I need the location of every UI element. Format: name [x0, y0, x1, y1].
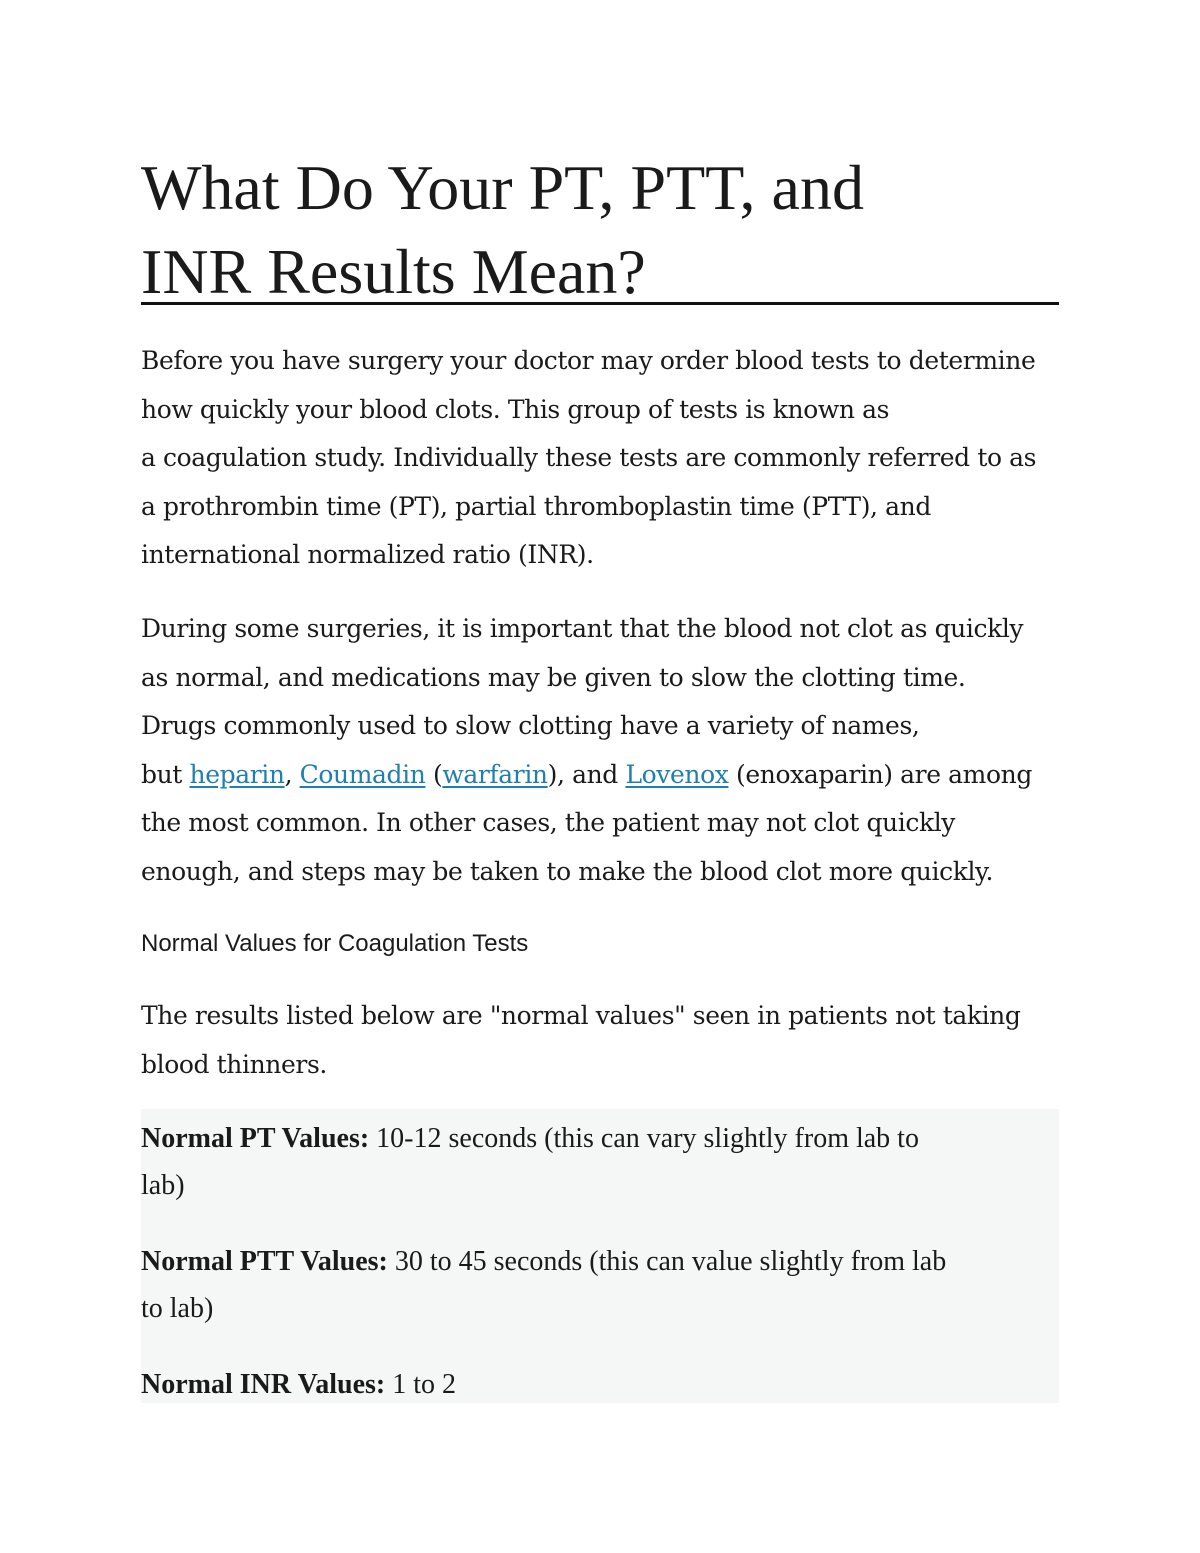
- surgery-line: During some surgeries, it is important that the blood not clot as quickly: [141, 614, 1024, 643]
- pt-values-text-cont: lab): [141, 1170, 185, 1201]
- text-fragment: but: [141, 759, 190, 789]
- ptt-values: [141, 1238, 1059, 1332]
- surgery-line: the most common. In other cases, the patient may not clot quickly: [141, 808, 956, 837]
- page-title: [141, 146, 1059, 314]
- ptt-values-line: [141, 1238, 1059, 1285]
- title-divider: [141, 302, 1059, 305]
- text-fragment: (: [425, 759, 443, 789]
- pt-values-line: [141, 1115, 1059, 1162]
- pt-values-label: Normal PT Values:: [141, 1123, 370, 1154]
- lovenox-link[interactable]: Lovenox: [625, 759, 729, 789]
- inr-values: [141, 1361, 1059, 1408]
- intro-line: how quickly your blood clots. This group of tests is known as: [141, 394, 890, 424]
- title-line-1: What Do Your PT, PTT, and: [141, 152, 864, 223]
- inr-values-text: 1 to 2: [385, 1369, 457, 1400]
- intro-line: international normalized ratio (INR).: [141, 540, 594, 569]
- inr-values-line: [141, 1361, 1059, 1408]
- surgery-line: as normal, and medications may be given to slow the clotting time.: [141, 662, 966, 692]
- surgery-line: enough, and steps may be taken to make the blood clot more quickly.: [141, 856, 993, 886]
- text-fragment: ,: [284, 759, 300, 789]
- ptt-values-label: Normal PTT Values:: [141, 1246, 388, 1277]
- surgery-line: Drugs commonly used to slow clotting have a variety of names,: [141, 711, 920, 740]
- results-intro-line: blood thinners.: [141, 1049, 327, 1079]
- inr-values-label: Normal INR Values:: [141, 1369, 386, 1400]
- intro-line: a coagulation study. Individually these tests are commonly referred to as: [141, 443, 1037, 472]
- surgery-paragraph: [141, 605, 1059, 896]
- text-fragment: ), and: [547, 759, 626, 789]
- title-line-2: INR Results Mean?: [141, 236, 646, 307]
- section-heading: Normal Values for Coagulation Tests: [141, 930, 529, 957]
- text-fragment: (enoxaparin) are among: [728, 759, 1032, 789]
- ptt-values-text-cont: to lab): [141, 1293, 214, 1324]
- surgery-line-with-links: [141, 751, 1059, 800]
- results-intro-paragraph: [141, 992, 1059, 1089]
- warfarin-link[interactable]: warfarin: [442, 759, 548, 789]
- pt-values-text: 10-12 seconds (this can vary slightly from lab to: [369, 1123, 919, 1154]
- heparin-link[interactable]: heparin: [189, 759, 285, 789]
- intro-line: Before you have surgery your doctor may order blood tests to determine: [141, 346, 1036, 375]
- intro-paragraph: [141, 337, 1059, 580]
- ptt-values-text: 30 to 45 seconds (this can value slightly from lab: [387, 1246, 947, 1277]
- coumadin-link[interactable]: Coumadin: [299, 759, 426, 789]
- results-intro-line: The results listed below are "normal values" seen in patients not taking: [141, 1001, 1021, 1030]
- intro-line: a prothrombin time (PT), partial thromboplastin time (PTT), and: [141, 491, 931, 521]
- pt-values: [141, 1115, 1059, 1209]
